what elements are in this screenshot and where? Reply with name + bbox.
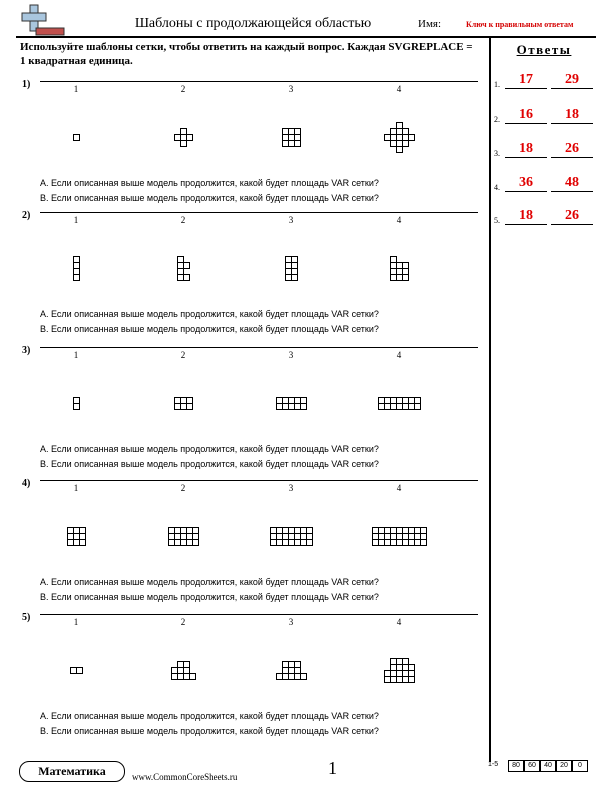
answer-value-b: 26 (551, 141, 593, 158)
page-title: Шаблоны с продолжающейся областью (134, 16, 372, 31)
answer-value-a: 16 (505, 107, 547, 124)
answer-value-b: 26 (551, 208, 593, 225)
question-a: A. Если описанная выше модель продолжится, какой будет площадь VAR сетки? (40, 444, 379, 454)
answer-value-b: 29 (551, 72, 593, 89)
grid-figure (73, 397, 80, 410)
answers-column-divider (489, 36, 491, 762)
grid-figure (171, 661, 196, 680)
step-label: 4 (396, 84, 402, 94)
answer-key-label: Ключ к правильным ответам (466, 20, 574, 29)
grid-figure (174, 128, 193, 147)
score-box: 0 (572, 760, 588, 772)
question-a: A. Если описанная выше модель продолжится, какой будет площадь VAR сетки? (40, 178, 379, 188)
question-a: A. Если описанная выше модель продолжится, какой будет площадь VAR сетки? (40, 711, 379, 721)
step-label: 4 (396, 350, 402, 360)
step-label: 4 (396, 215, 402, 225)
answer-value-b: 18 (551, 107, 593, 124)
name-label: Имя: (418, 18, 442, 30)
grid-figure (276, 661, 307, 680)
step-label: 1 (73, 350, 79, 360)
answer-number: 3. (494, 149, 500, 158)
problem-divider (40, 614, 478, 615)
grid-figure (276, 397, 307, 410)
logo-icon (20, 4, 66, 36)
grid-figure (174, 397, 193, 410)
problem-number: 1) (22, 79, 31, 90)
step-label: 4 (396, 483, 402, 493)
problem-divider (40, 212, 478, 213)
answer-value-a: 18 (505, 141, 547, 158)
grid-figure (378, 397, 421, 410)
grid-figure (285, 256, 298, 281)
answer-number: 1. (494, 80, 500, 89)
step-label: 2 (180, 617, 186, 627)
answer-value-a: 18 (505, 208, 547, 225)
question-a: A. Если описанная выше модель продолжится, какой будет площадь VAR сетки? (40, 309, 379, 319)
grid-figure (73, 256, 80, 281)
question-b: B. Если описанная выше модель продолжится, какой будет площадь VAR сетки? (40, 193, 379, 203)
step-label: 2 (180, 483, 186, 493)
answer-number: 4. (494, 183, 500, 192)
step-label: 1 (73, 84, 79, 94)
question-b: B. Если описанная выше модель продолжится, какой будет площадь VAR сетки? (40, 726, 379, 736)
question-b: B. Если описанная выше модель продолжится, какой будет площадь VAR сетки? (40, 459, 379, 469)
step-label: 4 (396, 617, 402, 627)
answer-value-b: 48 (551, 175, 593, 192)
score-box: 40 (540, 760, 556, 772)
grid-figure (384, 658, 415, 683)
step-label: 2 (180, 215, 186, 225)
step-label: 1 (73, 215, 79, 225)
site-url: www.CommonCoreSheets.ru (132, 772, 238, 782)
question-b: B. Если описанная выше модель продолжится, какой будет площадь VAR сетки? (40, 592, 379, 602)
grid-figure (282, 128, 301, 147)
problem-divider (40, 480, 478, 481)
answer-value-a: 36 (505, 175, 547, 192)
grid-figure (384, 122, 415, 153)
grid-figure (70, 667, 83, 674)
answer-number: 2. (494, 115, 500, 124)
grid-figure (390, 256, 409, 281)
step-label: 3 (288, 215, 294, 225)
step-label: 2 (180, 84, 186, 94)
score-box: 60 (524, 760, 540, 772)
problem-divider (40, 81, 478, 82)
problem-number: 2) (22, 210, 31, 221)
grid-figure (372, 527, 427, 546)
problem-number: 4) (22, 478, 31, 489)
page-number: 1 (328, 758, 337, 778)
question-a: A. Если описанная выше модель продолжится, какой будет площадь VAR сетки? (40, 577, 379, 587)
step-label: 1 (73, 483, 79, 493)
header-divider (16, 36, 596, 38)
step-label: 2 (180, 350, 186, 360)
grid-figure (73, 134, 80, 141)
subject-badge: Математика (19, 761, 125, 782)
answer-number: 5. (494, 216, 500, 225)
grid-figure (67, 527, 86, 546)
problem-number: 3) (22, 345, 31, 356)
score-box: 20 (556, 760, 572, 772)
instructions: Используйте шаблоны сетки, чтобы ответить на каждый вопрос. Каждая SVGREPLACE = 1 квадратная единица. (20, 41, 473, 67)
answers-title: Ответы (516, 42, 572, 57)
step-label: 3 (288, 483, 294, 493)
grid-figure (168, 527, 199, 546)
step-label: 1 (73, 617, 79, 627)
answer-value-a: 17 (505, 72, 547, 89)
problem-divider (40, 347, 478, 348)
score-range: 1-5 (488, 761, 499, 768)
score-box: 80 (508, 760, 524, 772)
step-label: 3 (288, 617, 294, 627)
step-label: 3 (288, 350, 294, 360)
step-label: 3 (288, 84, 294, 94)
grid-figure (270, 527, 313, 546)
grid-figure (177, 256, 190, 281)
problem-number: 5) (22, 612, 31, 623)
question-b: B. Если описанная выше модель продолжится, какой будет площадь VAR сетки? (40, 324, 379, 334)
